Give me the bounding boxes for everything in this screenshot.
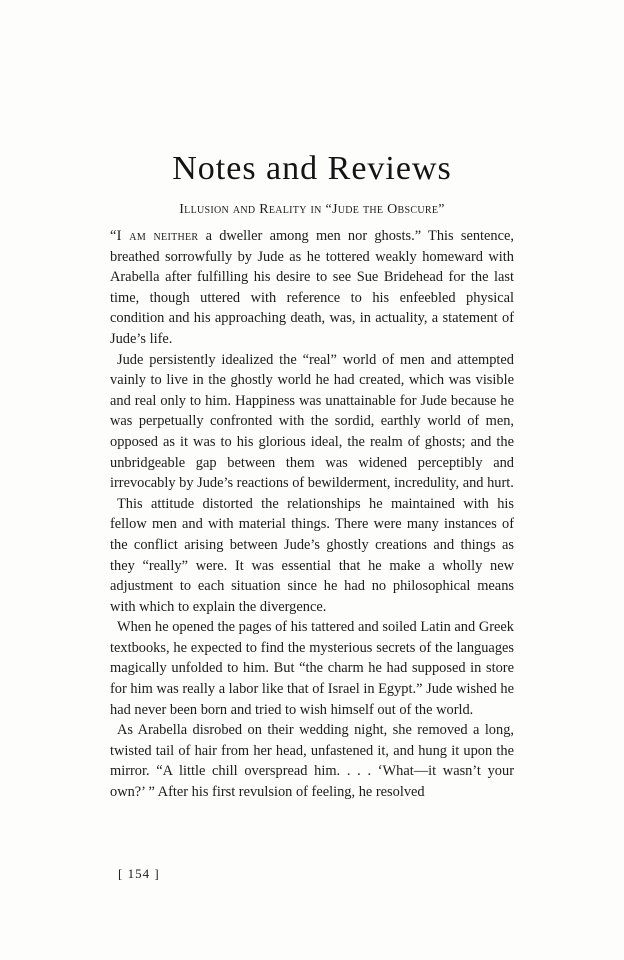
- paragraph-1: [110, 226, 514, 350]
- article-body: [110, 226, 514, 803]
- article-title: Illusion and Reality in “Jude the Obscure”: [179, 202, 445, 217]
- paragraph-2: Jude persistently idealized the “real” world of men and attempted vainly to live in the ghostly world he had created, which was visible and real only to him. Happiness was unattainable for Jude because he was perpetually confronted with the sordid, earthly world of men, opposed as it was to his glorious ideal, the realm of ghosts; and the unbridgeable gap between them was widened perceptibly and irrevocably by Jude’s reactions of bewilderment, incredulity, and hurt.: [110, 351, 514, 492]
- paragraph-5: As Arabella disrobed on their wedding night, she removed a long, twisted tail of hair from her head, unfastened it, and hung it upon the mirror. “A little chill overspread him. . . . ‘What—it wasn’t your own?’ ” After his first revulsion of feeling, he resolved: [110, 722, 514, 801]
- paragraph-1-text: a dweller among men nor ghosts.” This sentence, breathed sorrowfully by Jude as he tottered weakly homeward with Arabella after fulfilling his desire to see Sue Bridehead for the last time, though uttered with reference to his enfeebled physical condition and his approaching death, was, in actuality, a statement of Jude’s life.: [110, 228, 514, 347]
- opening-words: “I am neither: [110, 228, 199, 244]
- paragraph-4: When he opened the pages of his tattered and soiled Latin and Greek textbooks, he expected to find the mysterious secrets of the languages magically unfolded to him. But “the charm he had supposed in store for him was really a labor like that of Israel in Egypt.” Jude wished he had never been born and tried to wish himself out of the world.: [110, 619, 515, 718]
- section-title: Notes and Reviews: [172, 150, 452, 187]
- paragraph-3: This attitude distorted the relationships he maintained with his fellow men and with material things. There were many instances of the conflict arising between Jude’s ghostly creations and things as they “really” were. It was essential that he make a wholly new adjustment to each situation since he had no philosophical means with which to explain the divergence.: [110, 495, 514, 615]
- page-number: [ 154 ]: [118, 866, 160, 881]
